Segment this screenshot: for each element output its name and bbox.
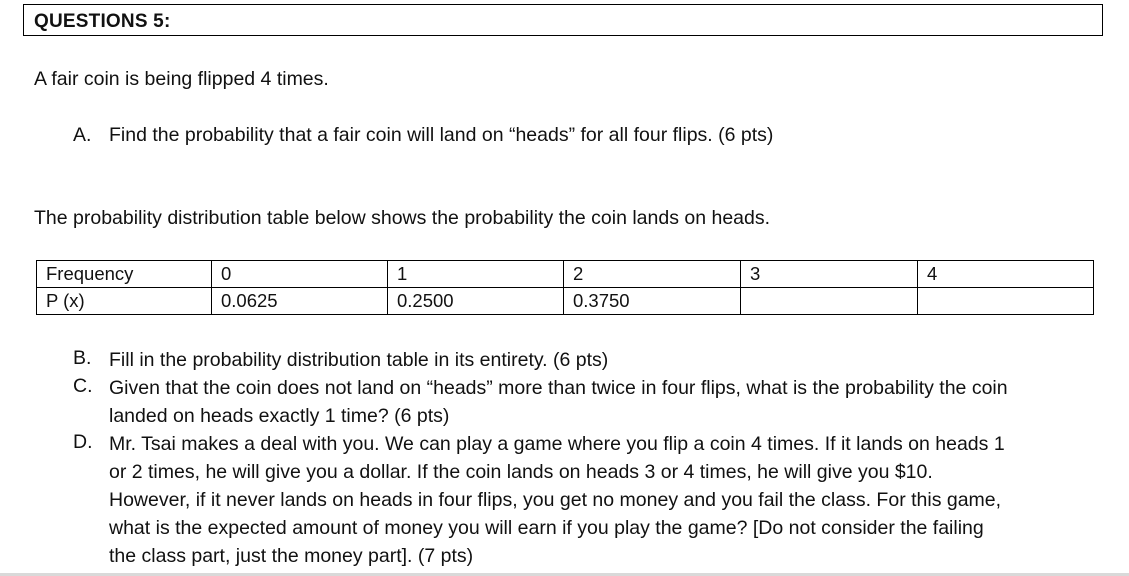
probability-cell: 0.0625 xyxy=(212,288,388,315)
question-d-line: However, if it never lands on heads in four flips, you get no money and you fail the class. For this game, xyxy=(109,489,1002,511)
question-title: QUESTIONS 5: xyxy=(34,11,171,32)
question-d-line: the class part, just the money part]. (7 pts) xyxy=(109,545,474,567)
intro-text: A fair coin is being flipped 4 times. xyxy=(34,68,329,90)
question-d-label: D. xyxy=(73,431,93,453)
question-c-label: C. xyxy=(73,375,93,397)
question-a-text: Find the probability that a fair coin will land on “heads” for all four flips. (6 pts) xyxy=(109,124,774,146)
frequency-row xyxy=(37,261,1094,288)
question-a-label: A. xyxy=(73,124,92,146)
question-b-label: B. xyxy=(73,347,92,369)
probability-cell: 0.2500 xyxy=(388,288,564,315)
question-c-text xyxy=(109,374,1099,430)
frequency-cell: 1 xyxy=(388,261,564,288)
question-d-line: or 2 times, he will give you a dollar. If the coin lands on heads 3 or 4 times, he will give you $10. xyxy=(109,461,933,483)
frequency-cell: 2 xyxy=(564,261,741,288)
question-b-text xyxy=(109,346,1099,374)
probability-row xyxy=(37,288,1094,315)
probability-cell-blank xyxy=(918,288,1094,315)
question-title-box xyxy=(23,4,1103,36)
probability-header-cell: P (x) xyxy=(37,288,212,315)
distribution-intro: The probability distribution table below shows the probability the coin lands on heads. xyxy=(34,207,771,229)
question-d-line: what is the expected amount of money you will earn if you play the game? [Do not consider the failing xyxy=(109,517,984,539)
question-d-text xyxy=(109,430,1099,570)
frequency-cell: 3 xyxy=(741,261,918,288)
question-c-line: landed on heads exactly 1 time? (6 pts) xyxy=(109,405,450,427)
probability-distribution-table xyxy=(36,260,1094,315)
question-c-line: Given that the coin does not land on “heads” more than twice in four flips, what is the probability the coin xyxy=(109,377,1008,399)
question-b-line: Fill in the probability distribution table in its entirety. (6 pts) xyxy=(109,349,609,371)
question-d-line: Mr. Tsai makes a deal with you. We can play a game where you flip a coin 4 times. If it lands on heads 1 xyxy=(109,433,1005,455)
frequency-cell: 0 xyxy=(212,261,388,288)
probability-cell-blank xyxy=(741,288,918,315)
probability-cell: 0.3750 xyxy=(564,288,741,315)
frequency-cell: 4 xyxy=(918,261,1094,288)
frequency-header-cell: Frequency xyxy=(37,261,212,288)
